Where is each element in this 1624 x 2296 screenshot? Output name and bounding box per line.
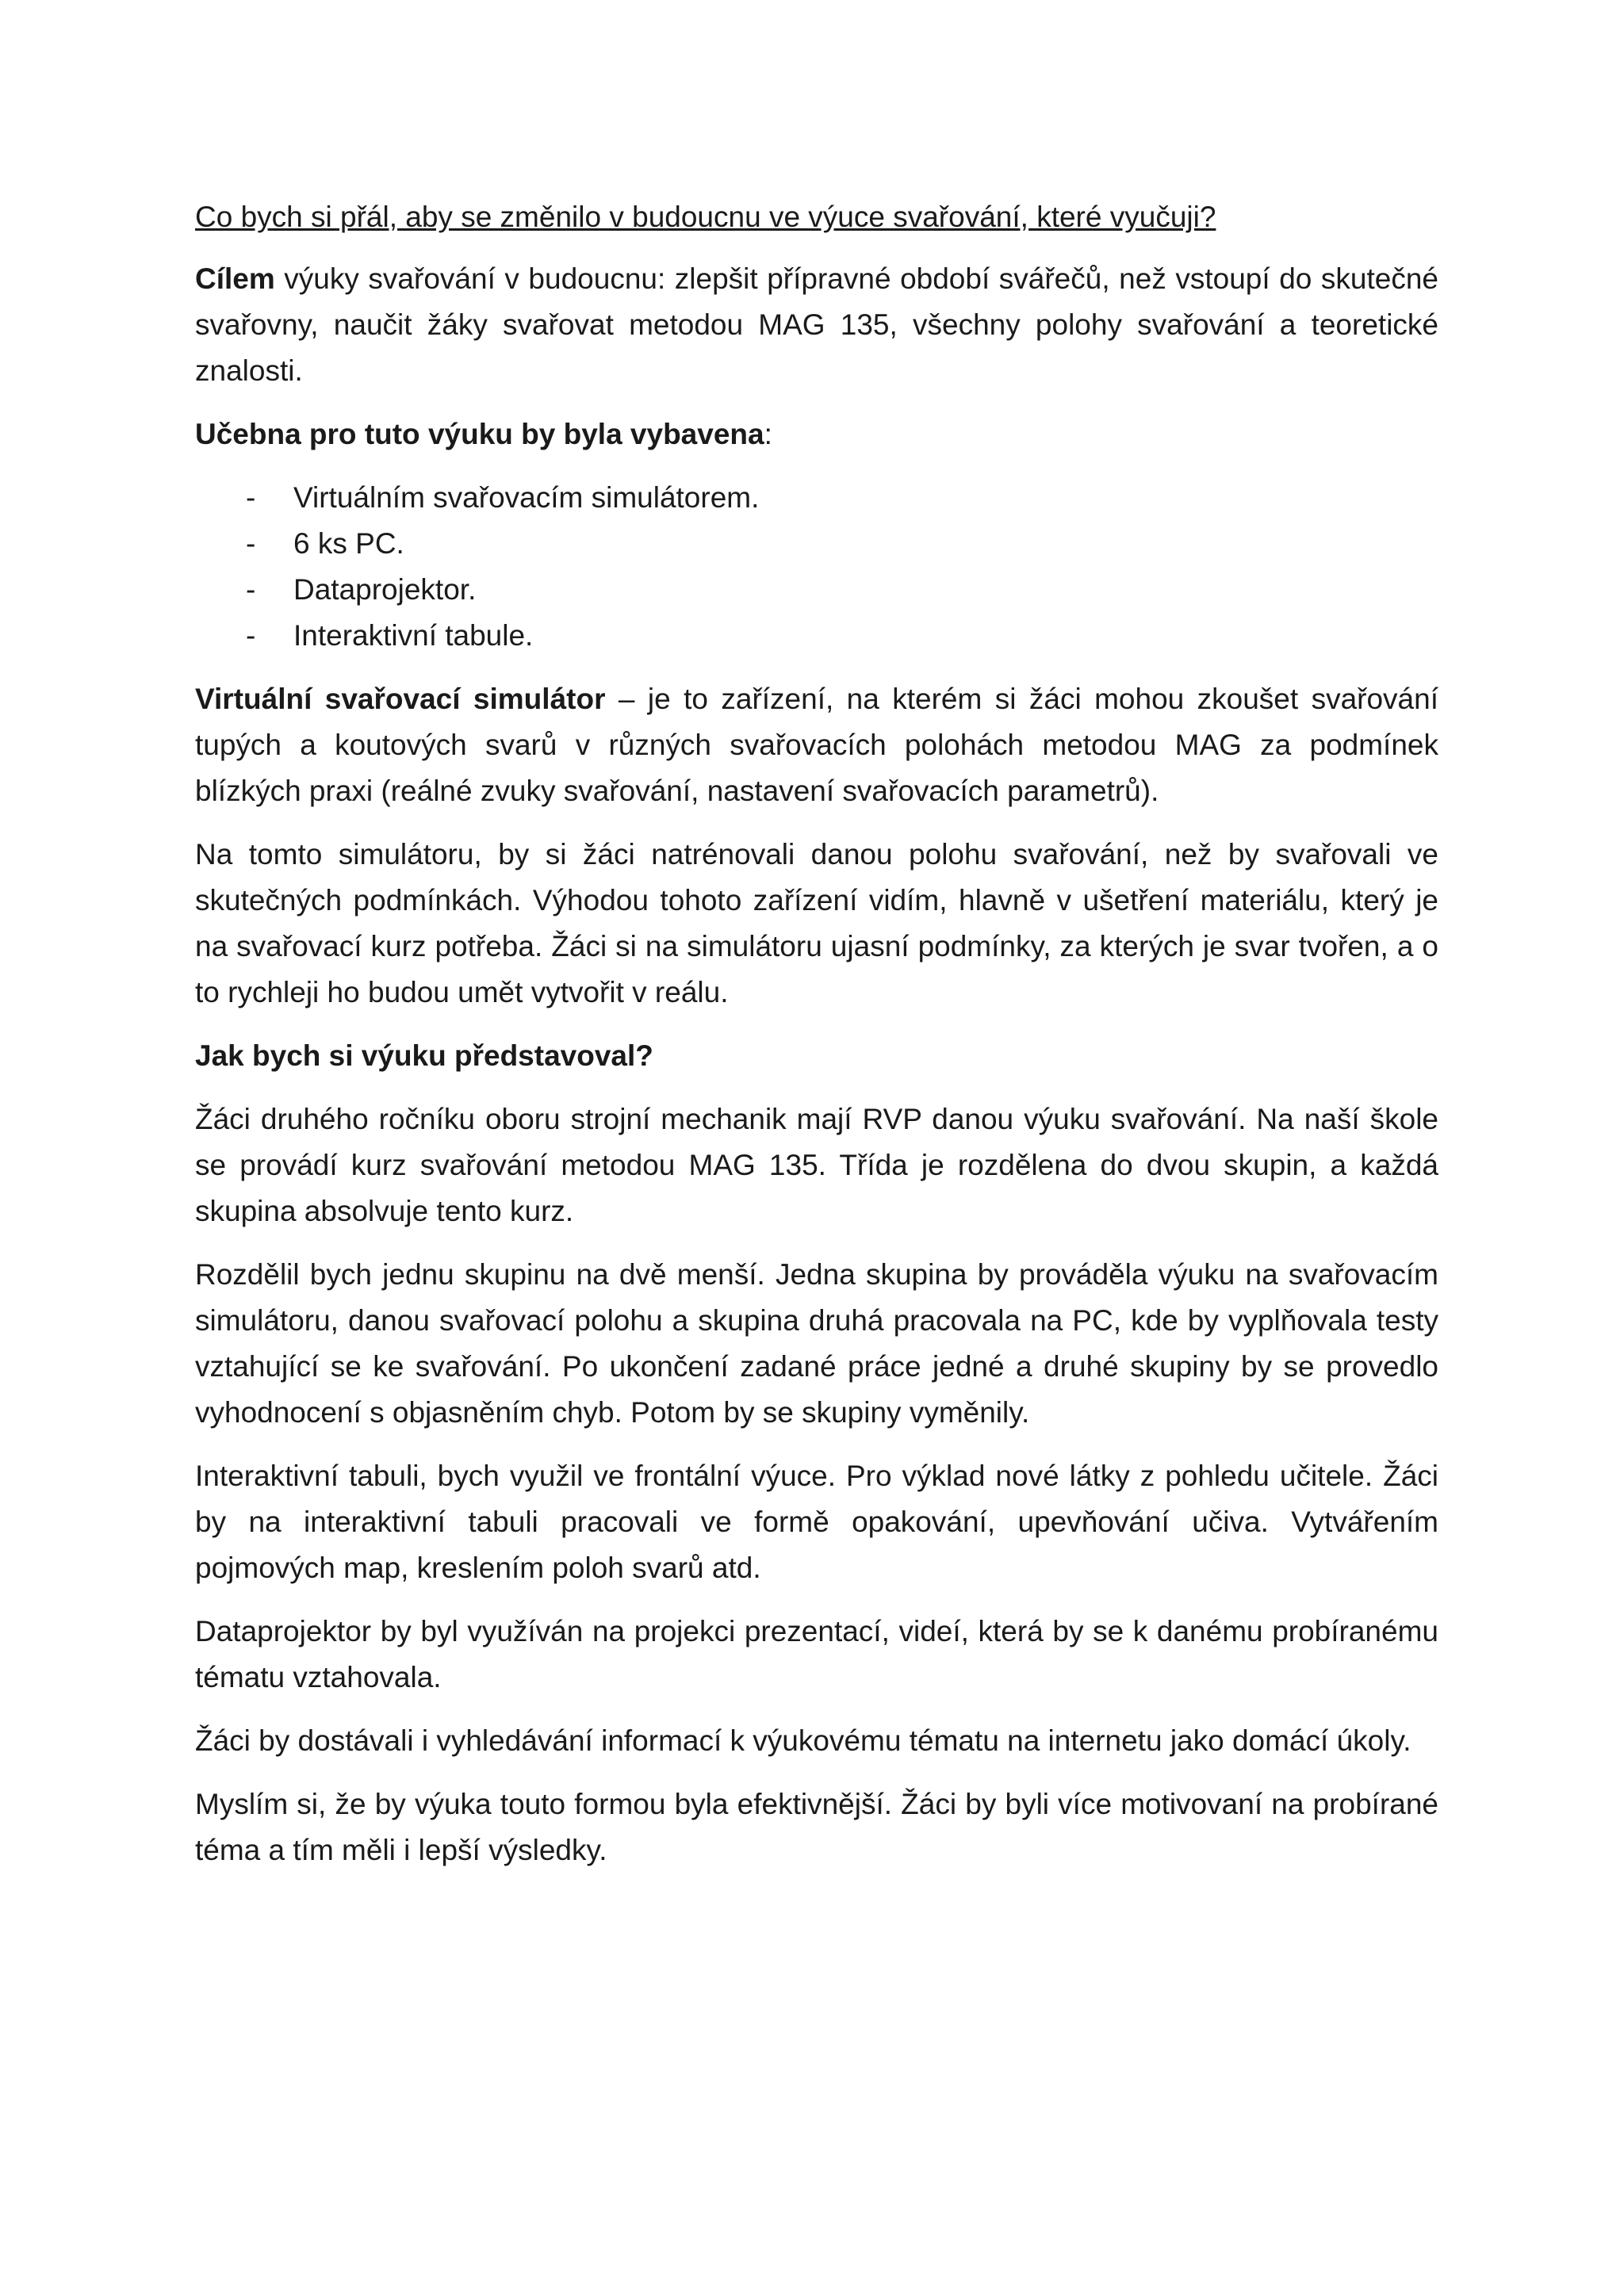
simulator-text: – je to zařízení, na kterém si žáci mohou zkoušet svařování tupých a koutových svarů v různých svařovacích polohách metodou MAG za podmínek blízkých praxi (reálné zvuky svařování, nastavení svařovacích parametrů). — [195, 683, 1438, 807]
goal-label: Cílem — [195, 262, 275, 295]
list-item — [195, 475, 1438, 521]
simulator-label: Virtuální svařovací simulátor — [195, 683, 606, 715]
document-title: Co bych si přál, aby se změnilo v budoucnu ve výuce svařování, které vyučuji? — [195, 201, 1216, 233]
list-bullet: - — [246, 573, 256, 606]
paragraph-conclusion: Myslím si, že by výuka touto formou byla efektivnější. Žáci by byli více motivovaní na probírané téma a tím měli i lepší výsledky. — [195, 1788, 1438, 1866]
list-bullet: - — [246, 619, 256, 652]
equipment-heading-colon: : — [764, 418, 772, 450]
simulator-benefit-paragraph: Na tomto simulátoru, by si žáci natrénovali danou polohu svařování, než by svařovali ve skutečných podmínkách. Výhodou tohoto zařízení vidím, hlavně v ušetření materiálu, který je na svařovací kurz potřeba. Žáci si na simulátoru ujasní podmínky, za kterých je svar tvořen, a o to rychleji ho budou umět vytvořit v reálu. — [195, 838, 1438, 1008]
list-item-text: Dataprojektor. — [293, 573, 477, 606]
simulator-paragraph — [195, 676, 1438, 814]
paragraph-students: Žáci druhého ročníku oboru strojní mechanik mají RVP danou výuku svařování. Na naší škole se provádí kurz svařování metodou MAG 135. Třída je rozdělena do dvou skupin, a každá skupina absolvuje tento kurz. — [195, 1103, 1438, 1227]
list-item-text: Virtuálním svařovacím simulátorem. — [293, 481, 760, 514]
paragraph-interactive-board: Interaktivní tabuli, bych využil ve frontální výuce. Pro výklad nové látky z pohledu učitele. Žáci by na interaktivní tabuli pracovali ve formě opakování, upevňování učiva. Vytvářením pojmových map, kreslením poloh svarů atd. — [195, 1460, 1438, 1584]
goal-paragraph — [195, 256, 1438, 394]
list-item-text: Interaktivní tabule. — [293, 619, 534, 652]
list-item — [195, 567, 1438, 613]
paragraph-dataprojector: Dataprojektor by byl využíván na projekci prezentací, videí, která by se k danému probíranému tématu vztahovala. — [195, 1615, 1438, 1693]
list-bullet: - — [246, 481, 256, 514]
paragraph-homework: Žáci by dostávali i vyhledávání informací k výukovému tématu na internetu jako domácí úkoly. — [195, 1724, 1411, 1757]
paragraph-groups: Rozdělil bych jednu skupinu na dvě menší. Jedna skupina by prováděla výuku na svařovacím simulátoru, danou svařovací polohu a skupina druhá pracovala na PC, kde by vyplňovala testy vztahující se ke svařování. Po ukončení zadané práce jedné a druhé skupiny by se provedlo vyhodnocení s objasněním chyb. Potom by se skupiny vyměnily. — [195, 1258, 1438, 1429]
list-item — [195, 613, 1438, 659]
equipment-heading-line — [195, 411, 1438, 457]
list-bullet: - — [246, 527, 256, 560]
vision-heading: Jak bych si výuku představoval? — [195, 1039, 653, 1072]
document-page — [195, 194, 1438, 1891]
equipment-heading: Učebna pro tuto výuku by byla vybavena — [195, 418, 764, 450]
list-item-text: 6 ks PC. — [293, 527, 404, 560]
equipment-list — [195, 475, 1438, 659]
goal-text: výuky svařování v budoucnu: zlepšit přípravné období svářečů, než vstoupí do skutečné svařovny, naučit žáky svařovat metodou MAG 135, všechny polohy svařování a teoretické znalosti. — [195, 262, 1438, 387]
list-item — [195, 521, 1438, 567]
